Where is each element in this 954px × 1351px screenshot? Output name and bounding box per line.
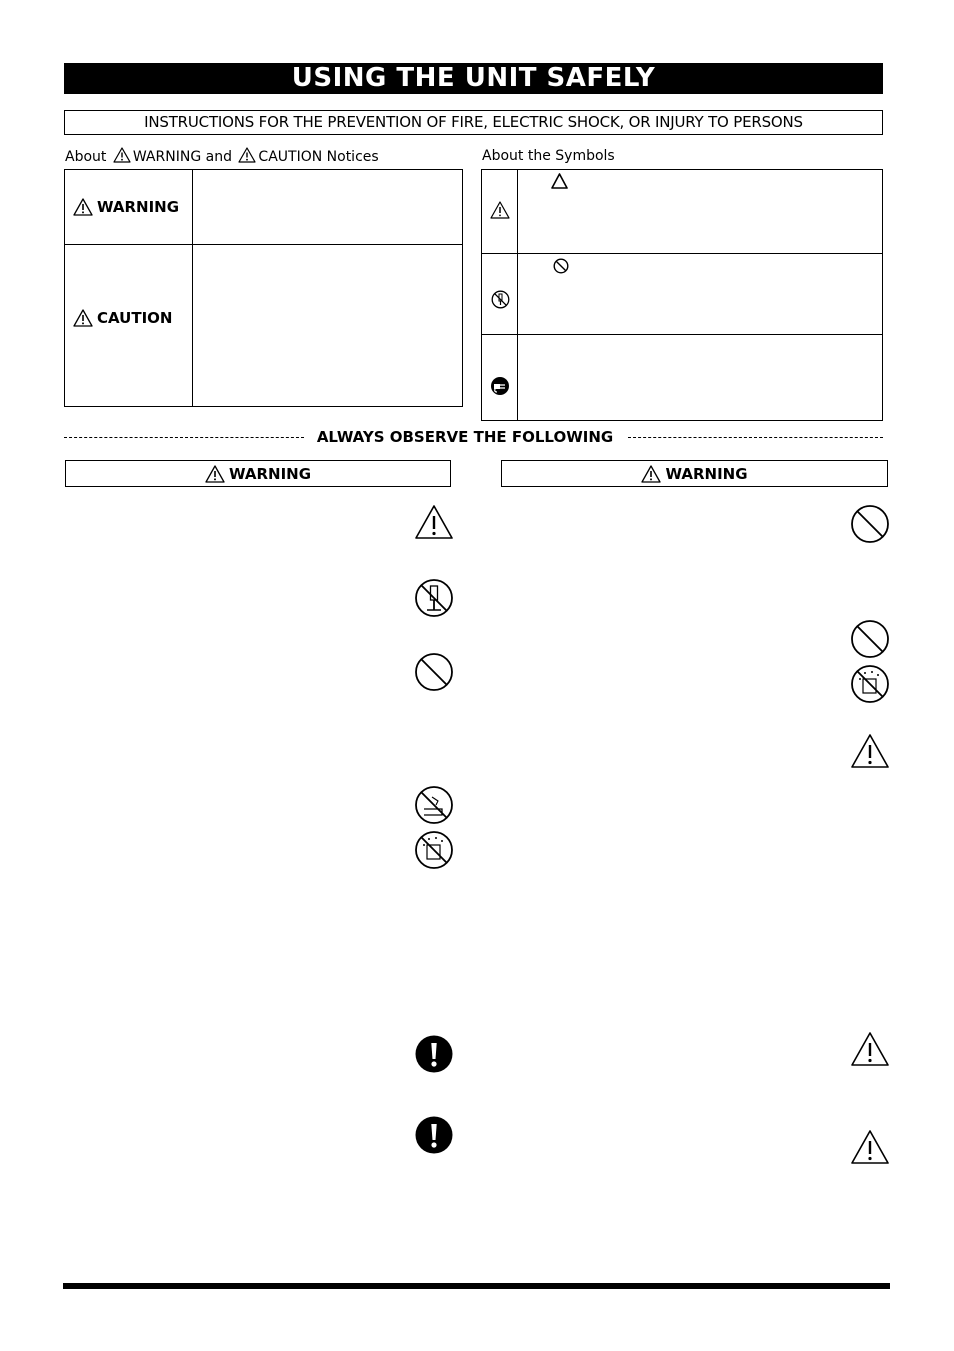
warning-triangle-icon bbox=[414, 504, 454, 540]
warning-triangle-icon bbox=[113, 147, 131, 163]
warning-triangle-icon bbox=[850, 1129, 890, 1165]
mandatory-action-icon bbox=[414, 1115, 454, 1155]
triangle-symbol-icon bbox=[551, 173, 568, 189]
warning-triangle-icon bbox=[850, 1031, 890, 1067]
safety-instructions-heading: INSTRUCTIONS FOR THE PREVENTION OF FIRE, ELECTRIC SHOCK, OR INJURY TO PERSONS bbox=[64, 110, 883, 135]
unplug-icon bbox=[490, 376, 510, 396]
warning-triangle-icon bbox=[490, 201, 510, 219]
notices-table bbox=[64, 169, 463, 407]
no-water-icon bbox=[850, 664, 890, 704]
mandatory-action-icon bbox=[414, 1034, 454, 1074]
do-not-disassemble-icon bbox=[491, 290, 510, 309]
warning-triangle-icon bbox=[73, 198, 93, 216]
warning-notice-label: WARNING bbox=[73, 198, 179, 216]
bottom-rule bbox=[63, 1283, 890, 1289]
warning-triangle-icon bbox=[238, 147, 256, 163]
notices-section-label: About WARNING and CAUTION Notices bbox=[65, 149, 379, 165]
prohibited-icon bbox=[414, 652, 454, 692]
observe-divider-right bbox=[628, 437, 883, 438]
warning-triangle-icon bbox=[73, 309, 93, 327]
observe-divider-left bbox=[64, 437, 304, 438]
prohibited-icon bbox=[850, 619, 890, 659]
prohibited-symbol-icon bbox=[553, 258, 569, 274]
observe-heading: ALWAYS OBSERVE THE FOLLOWING bbox=[316, 428, 614, 446]
symbols-section-label: About the Symbols bbox=[482, 148, 615, 164]
do-not-disassemble-icon bbox=[414, 578, 454, 618]
no-wet-hands-icon bbox=[414, 785, 454, 825]
left-warning-header: WARNING bbox=[65, 460, 451, 487]
page-title: USING THE UNIT SAFELY bbox=[64, 63, 883, 94]
warning-triangle-icon bbox=[850, 733, 890, 769]
no-water-icon bbox=[414, 830, 454, 870]
prohibited-icon bbox=[850, 504, 890, 544]
caution-notice-label: CAUTION bbox=[73, 309, 172, 327]
warning-triangle-icon bbox=[641, 465, 661, 483]
right-warning-header: WARNING bbox=[501, 460, 888, 487]
symbols-table bbox=[481, 169, 883, 421]
warning-triangle-icon bbox=[205, 465, 225, 483]
